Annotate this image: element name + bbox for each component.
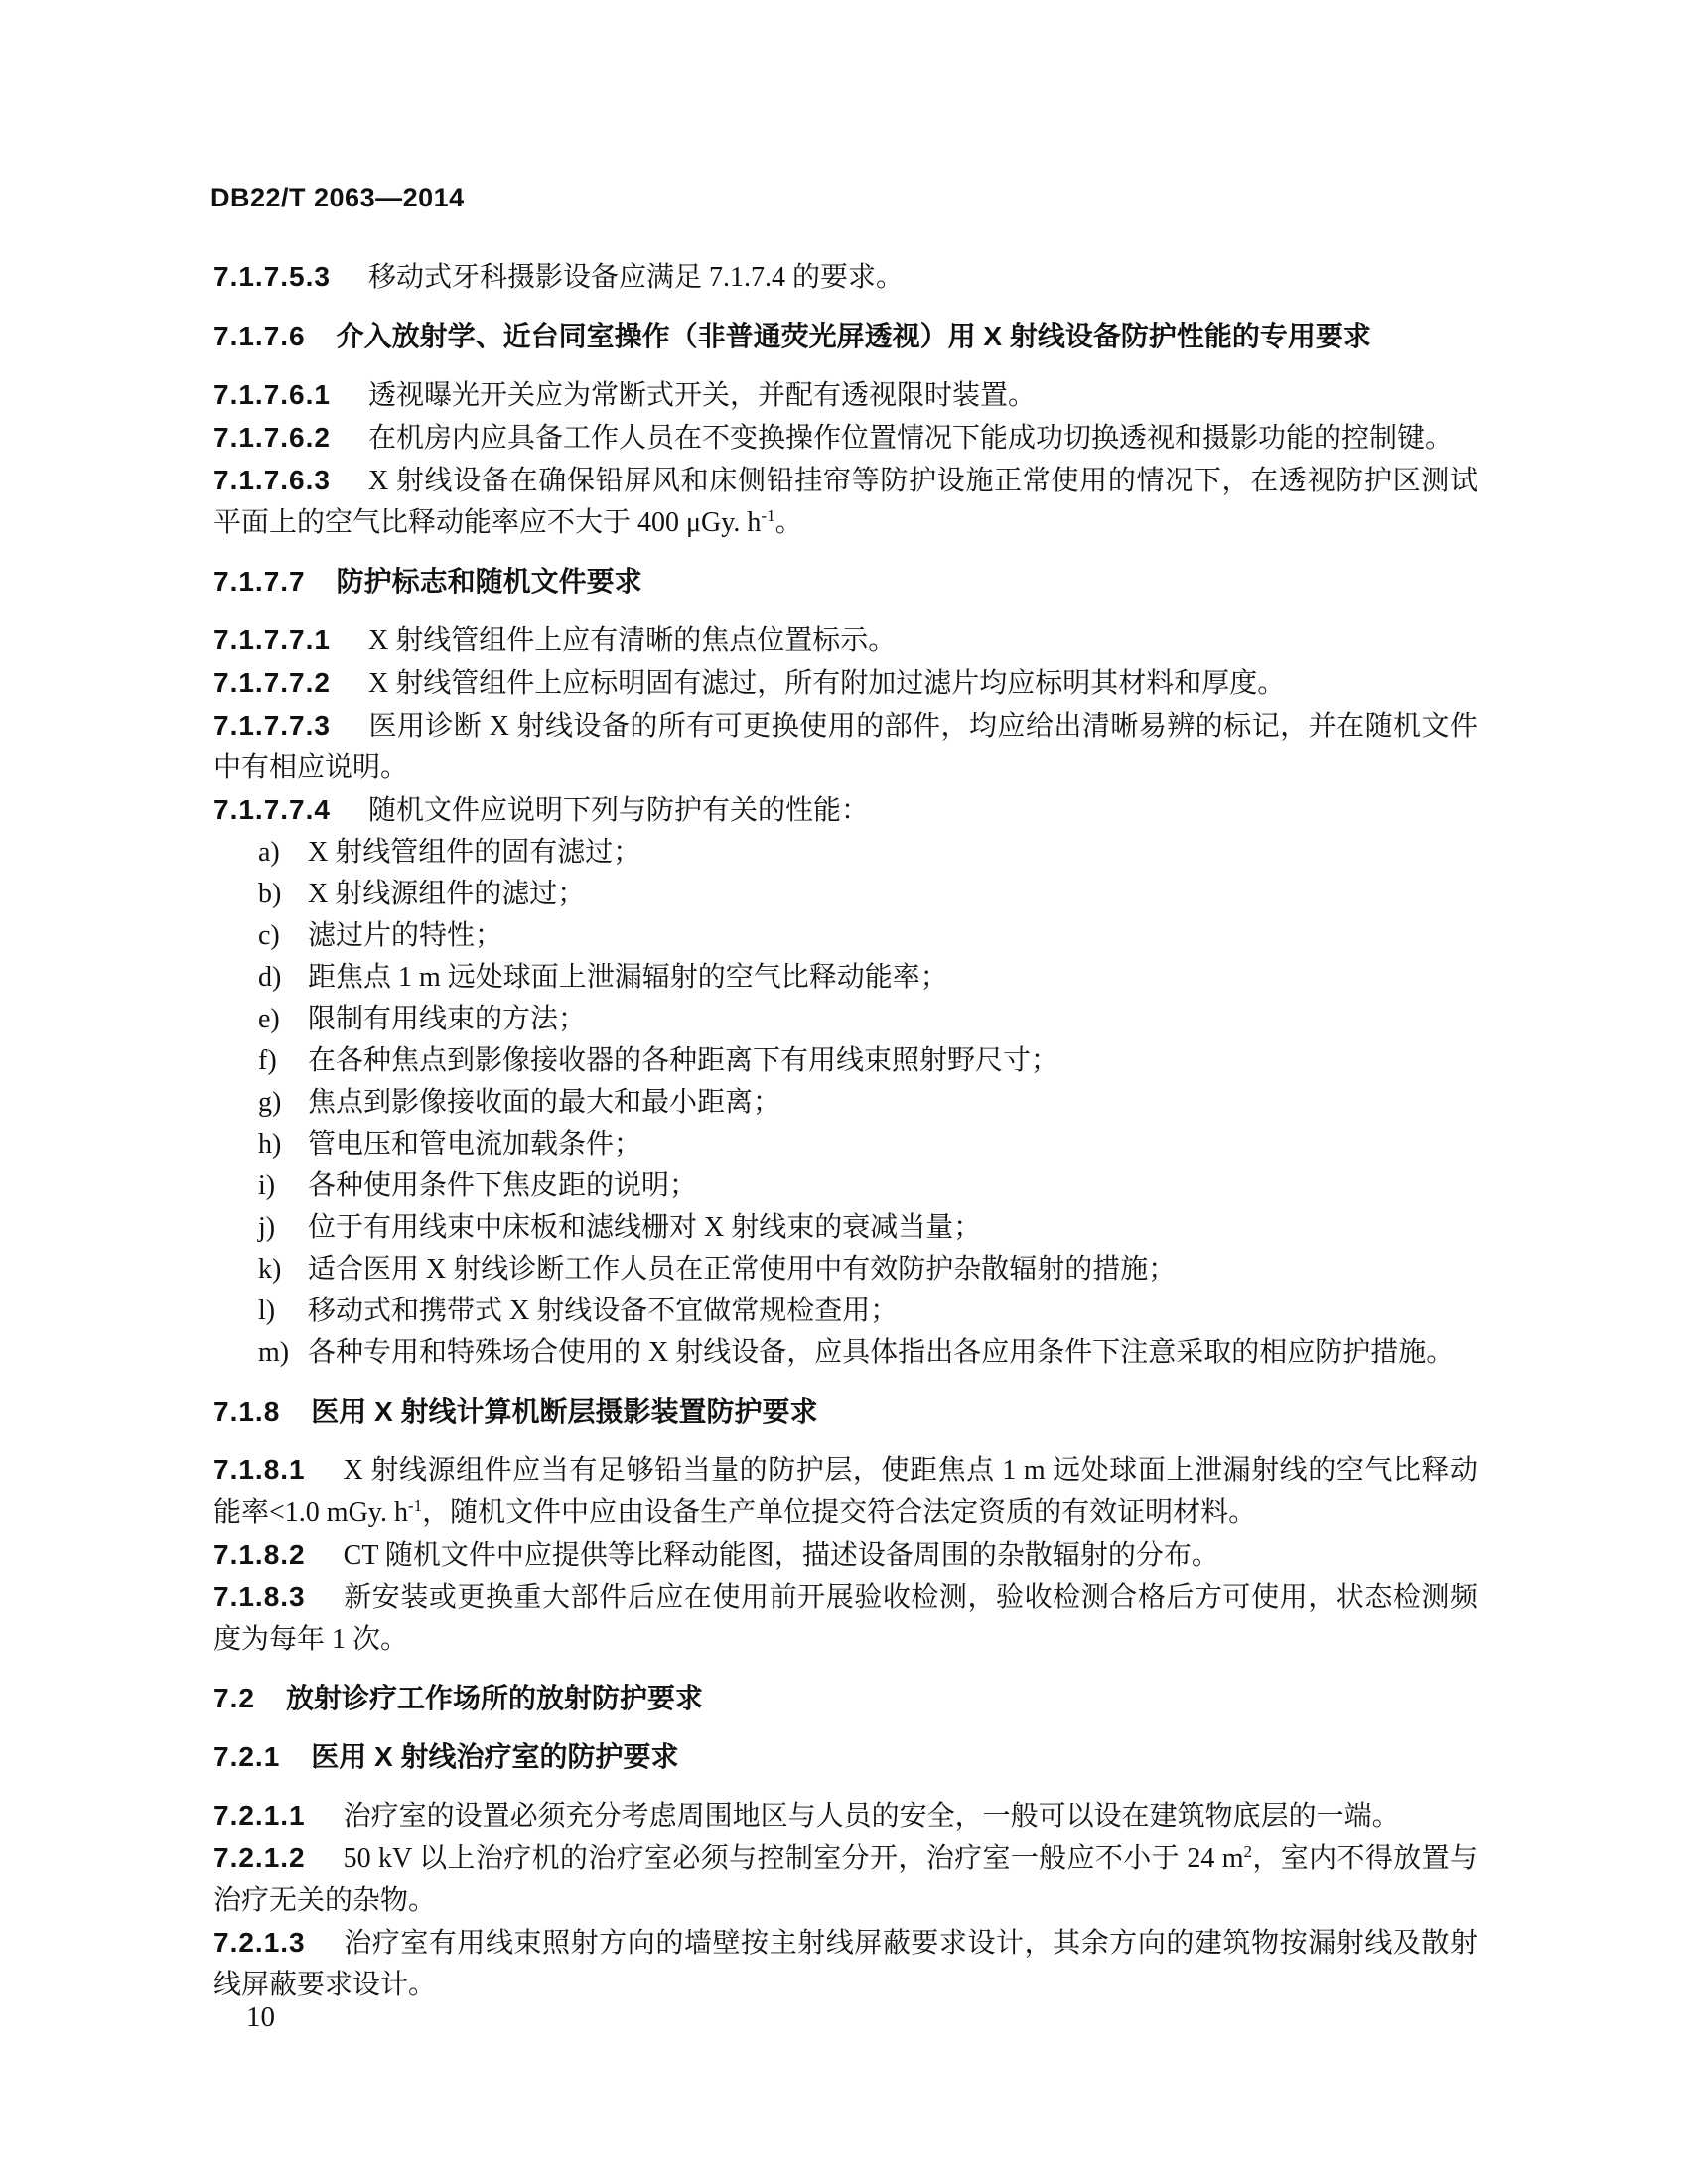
clause-text: 治疗室的设置必须充分考虑周围地区与人员的安全，一般可以设在建筑物底层的一端。: [343, 1801, 1400, 1832]
clause-number: 7.1.8.2: [213, 1539, 306, 1570]
clause-text: 。: [774, 507, 803, 538]
section-heading-7.1.7.6: [213, 316, 1477, 357]
list-item-label: f): [258, 1045, 277, 1076]
list-item-m: [213, 1332, 1477, 1374]
list-item-d: [213, 957, 1477, 999]
list-item-text: 焦点到影像接收面的最大和最小距离；: [308, 1087, 781, 1118]
heading-text: 介入放射学、近台同室操作（非普通荧光屏透视）用 X 射线设备防护性能的专用要求: [336, 321, 1371, 351]
heading-number: 7.1.7.7: [213, 566, 306, 597]
list-item-g: [213, 1082, 1477, 1124]
clause-7.1.7.7.1: [213, 619, 1477, 662]
list-item-text: 管电压和管电流加载条件；: [308, 1129, 642, 1160]
clause-7.2.1.3: [213, 1922, 1477, 2006]
section-heading-7.1.7.7: [213, 561, 1477, 603]
standard-number-header: DB22/T 2063—2014: [211, 183, 465, 212]
clause-7.1.7.7.2: [213, 662, 1477, 705]
list-item-label: b): [258, 879, 282, 909]
list-item-text: X 射线管组件的固有滤过；: [308, 837, 641, 868]
clause-number: 7.1.8.1: [213, 1454, 306, 1485]
list-item-text: X 射线源组件的滤过；: [308, 879, 586, 909]
superscript: -1: [761, 506, 775, 525]
clause-number: 7.1.7.5.3: [213, 261, 331, 292]
clause-text: 在机房内应具备工作人员在不变换操作位置情况下能成功切换透视和摄影功能的控制键。: [367, 423, 1453, 454]
clause-number: 7.2.1.3: [213, 1927, 306, 1958]
list-item-k: [213, 1249, 1477, 1291]
list-item-label: m): [258, 1337, 290, 1368]
list-item-text: 在各种焦点到影像接收器的各种距离下有用线束照射野尺寸；: [308, 1045, 1059, 1076]
heading-text: 医用 X 射线计算机断层摄影装置防护要求: [311, 1396, 818, 1427]
clause-text: ，随机文件中应由设备生产单位提交符合法定资质的有效证明材料。: [422, 1497, 1257, 1528]
clause-7.2.1.1: [213, 1795, 1477, 1838]
list-item-label: i): [258, 1170, 276, 1201]
list-item-j: [213, 1207, 1477, 1249]
clause-7.1.7.6.1: [213, 374, 1477, 417]
clause-text: 透视曝光开关应为常断式开关，并配有透视限时装置。: [367, 380, 1036, 411]
section-heading-7.2: [213, 1678, 1477, 1719]
clause-text: 50 kV 以上治疗机的治疗室必须与控制室分开，治疗室一般应不小于 24 m: [343, 1843, 1244, 1874]
section-heading-7.1.8: [213, 1391, 1477, 1433]
clause-text: X 射线管组件上应有清晰的焦点位置标示。: [367, 625, 897, 656]
heading-number: 7.2: [213, 1683, 255, 1713]
heading-number: 7.2.1: [213, 1741, 281, 1772]
clause-text: ，室内不得放置与治疗无关的杂物。: [213, 1843, 1477, 1916]
list-item-text: 滤过片的特性；: [308, 920, 503, 951]
superscript: -1: [407, 1496, 423, 1515]
clause-number: 7.1.7.7.1: [213, 624, 331, 655]
heading-text: 放射诊疗工作场所的放射防护要求: [285, 1683, 703, 1713]
list-item-i: [213, 1165, 1477, 1207]
clause-7.1.8.1: [213, 1449, 1477, 1534]
clause-number: 7.1.7.6.1: [213, 379, 331, 410]
clause-7.1.7.7.4: [213, 789, 1477, 832]
list-item-label: e): [258, 1004, 280, 1034]
clause-7.1.8.2: [213, 1534, 1477, 1576]
list-item-b: [213, 874, 1477, 915]
list-item-label: j): [258, 1212, 276, 1243]
list-item-label: a): [258, 837, 280, 868]
list-item-e: [213, 999, 1477, 1040]
clause-text: 治疗室有用线束照射方向的墙壁按主射线屏蔽要求设计，其余方向的建筑物按漏射线及散射线屏蔽要求设计。: [213, 1928, 1477, 2000]
list-item-label: h): [258, 1129, 282, 1160]
section-heading-7.2.1: [213, 1736, 1477, 1778]
list-item-l: [213, 1291, 1477, 1332]
heading-text: 医用 X 射线治疗室的防护要求: [311, 1741, 679, 1772]
heading-text: 防护标志和随机文件要求: [336, 566, 642, 597]
list-item-text: 适合医用 X 射线诊断工作人员在正常使用中有效防护杂散辐射的措施；: [308, 1254, 1177, 1285]
clause-number: 7.1.7.7.2: [213, 667, 331, 698]
list-item-text: 位于有用线束中床板和滤线栅对 X 射线束的衰减当量；: [308, 1212, 982, 1243]
document-body: [213, 256, 1477, 2006]
clause-text: 新安装或更换重大部件后应在使用前开展验收检测，验收检测合格后方可使用，状态检测频度为每年 1 次。: [213, 1582, 1477, 1655]
list-item-label: g): [258, 1087, 282, 1118]
clause-text: CT 随机文件中应提供等比释动能图，描述设备周围的杂散辐射的分布。: [343, 1540, 1219, 1570]
clause-text: X 射线设备在确保铅屏风和床侧铅挂帘等防护设施正常使用的情况下，在透视防护区测试平面上的空气比释动能率应不大于 400 μGy. h: [213, 466, 1477, 538]
list-item-text: 各种专用和特殊场合使用的 X 射线设备，应具体指出各应用条件下注意采取的相应防护措施。: [308, 1337, 1455, 1368]
heading-number: 7.1.8: [213, 1396, 281, 1427]
clause-text: 随机文件应说明下列与防护有关的性能：: [367, 795, 869, 826]
heading-number: 7.1.7.6: [213, 321, 306, 351]
clause-7.1.7.5.3: [213, 256, 1477, 299]
list-item-f: [213, 1040, 1477, 1082]
page-number: 10: [246, 2001, 275, 2033]
list-item-a: [213, 832, 1477, 874]
clause-number: 7.1.7.7.3: [213, 710, 331, 741]
clause-text: 医用诊断 X 射线设备的所有可更换使用的部件，均应给出清晰易辨的标记，并在随机文件中有相应说明。: [213, 711, 1477, 783]
list-item-text: 限制有用线束的方法；: [308, 1004, 587, 1034]
clause-text: X 射线源组件应当有足够铅当量的防护层，使距焦点 1 m 远处球面上泄漏射线的空气比释动能率<1.0 mGy. h: [213, 1455, 1477, 1528]
list-item-c: [213, 915, 1477, 957]
clause-text: 移动式牙科摄影设备应满足 7.1.7.4 的要求。: [367, 262, 904, 293]
list-item-label: c): [258, 920, 280, 951]
list-item-label: d): [258, 962, 282, 993]
clause-7.2.1.2: [213, 1838, 1477, 1922]
superscript: 2: [1243, 1843, 1253, 1861]
list-item-text: 距焦点 1 m 远处球面上泄漏辐射的空气比释动能率；: [308, 962, 948, 993]
clause-7.1.7.6.2: [213, 417, 1477, 460]
clause-number: 7.2.1.1: [213, 1800, 306, 1831]
clause-7.1.8.3: [213, 1576, 1477, 1661]
clause-number: 7.1.7.7.4: [213, 794, 331, 825]
list-item-label: l): [258, 1296, 276, 1326]
clause-number: 7.1.7.6.3: [213, 465, 331, 495]
clause-number: 7.2.1.2: [213, 1843, 306, 1873]
list-item-text: 移动式和携带式 X 射线设备不宜做常规检查用；: [308, 1296, 899, 1326]
list-item-text: 各种使用条件下焦皮距的说明；: [308, 1170, 698, 1201]
list-item-h: [213, 1124, 1477, 1165]
clause-number: 7.1.7.6.2: [213, 422, 331, 453]
clause-number: 7.1.8.3: [213, 1581, 306, 1612]
clause-7.1.7.7.3: [213, 705, 1477, 789]
clause-7.1.7.6.3: [213, 460, 1477, 544]
list-item-label: k): [258, 1254, 282, 1285]
clause-text: X 射线管组件上应标明固有滤过，所有附加过滤片均应标明其材料和厚度。: [367, 668, 1286, 699]
